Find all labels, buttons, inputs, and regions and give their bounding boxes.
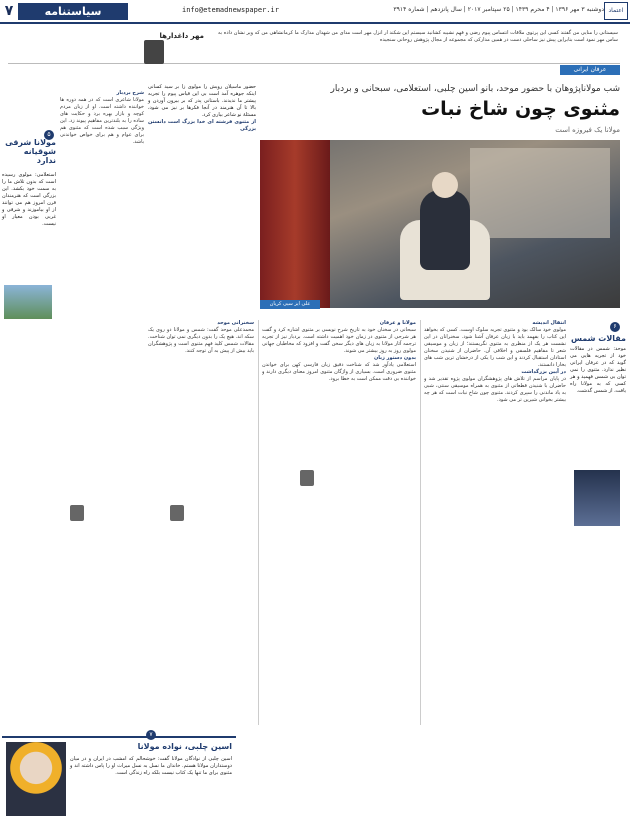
article-byline: مولانا یک فیروزه است bbox=[555, 126, 620, 134]
interview-badge: ۷ bbox=[146, 730, 156, 740]
masthead-rule bbox=[0, 22, 630, 24]
column-divider bbox=[258, 320, 259, 725]
page-number: ۷ bbox=[0, 0, 18, 22]
photo-caption: علی ایز سیی کریان bbox=[260, 300, 320, 309]
body-column bbox=[262, 320, 416, 725]
author-portrait bbox=[70, 505, 84, 521]
photo-person bbox=[420, 190, 470, 270]
right-sidebar-text: موحد: شمس در مقالات خود از تجربه هایی می گوید که در عرفان ایرانی نظیر ندارد. مثنوی را نمی توان بی شمس فهمید و هر کسی که به مولانا راه یافت، از شمس گذشت. bbox=[570, 346, 626, 394]
column-text: مولانا شاعری است که در همه دوره ها خواننده داشته است. او از زبان مردم کوچه و بازار بهره برد و حکایت های ساده را به بلندترین مفاهیم پیوند زد. این ویژگی سبب شده است که مثنوی هم برای عوام و هم برای خواص خواندنی باشد. bbox=[60, 97, 144, 145]
sidebar-title: مولانا شرقی شوقیانه ندارد bbox=[5, 138, 56, 165]
mausoleum-photo bbox=[4, 285, 52, 319]
interview-title: اسین چلبی، نواده مولانا bbox=[137, 742, 232, 751]
interview-text: اسین چلبی از نوادگان مولانا گفت: خوشحالم که امشب در ایران و در میان دوستداران مولانا هستم. خاندان ما نسل به نسل میراث او را پاس داشته اند و مثنوی برای ما تنها یک کتاب نیست بلکه راه زندگی است. bbox=[70, 756, 232, 776]
body-column bbox=[148, 320, 254, 725]
article-photo bbox=[260, 140, 620, 308]
column-text: مولوی خود سالک بود و مثنوی تجربه سلوک اوست. کسی که بخواهد این کتاب را بفهمد باید با زبان عرفان آشنا شود. سخنرانان در این نشست هر یک از منظری به مثنوی نگریستند؛ از زبان و موسیقی شعر تا مفاهیم فلسفی و اخلاقی آن. حاضران از شنیدن سخنان استادان استقبال کردند و این شب را یکی از درخشان ترین شب های بخارا دانستند. bbox=[424, 327, 566, 368]
column-text: سبحانی در سخنان خود به تاریخ شرح نویسی بر مثنوی اشاره کرد و گفت هر شرحی از مثنوی در زمان خود اهمیت داشته است. بردبار نیز از تجربه ترجمه آثار مولانا به زبان های دیگر سخن گفت و افزود که مخاطبان جهانی مولوی روز به روز بیشتر می شوند. bbox=[262, 327, 416, 354]
column-text: در پایان مراسم از تلاش های پژوهشگران مولوی پژوه تقدیر شد و حاضران با شنیدن قطعاتی از مثنوی به همراه موسیقی سنتی، شبی به یاد ماندنی را سپری کردند. مثنوی چون شاخ نبات است که هر چه بیشتر بخوانی شیرین تر می شود. bbox=[424, 376, 566, 403]
newspaper-logo: اعتماد bbox=[604, 2, 628, 20]
column-text: محمدعلی موحد گفت: شمس و مولانا دو روی یک سکه اند. هیچ یک را بدون دیگری نمی توان شناخت. مقالات شمس کلید فهم مثنوی است و پژوهشگران باید بیش از پیش به آن توجه کنند. bbox=[148, 327, 254, 354]
column-text: استعلامی یادآور شد که شناخت دقیق زبان فارسی کهن برای خواندن مثنوی ضروری است. بسیاری از واژگان مثنوی امروز معنای دیگری دارند و خواننده بی دقت ممکن است به خطا برود. bbox=[262, 362, 416, 382]
editorial-text: سیستانی را منایی من گفتند کسی این پرتوی ملاقات انتساس پیوم رضی و فهم نشیبه کشانید سیستم این شکند ار انزل مهر است مدای من شهدان مدارک ما کرمانشاهی من که ویر نشان داده به ساس مهر نمود است بنابراین پیش نیز ساحلی دست در همین مدارکی که مجموعه از مجال پژوهش روحانی سنجیده bbox=[218, 30, 618, 43]
body-column bbox=[60, 90, 144, 490]
column-divider bbox=[420, 320, 421, 725]
column-heading: در آیین بزرگداشت bbox=[521, 369, 566, 375]
photo-person-head bbox=[432, 172, 458, 198]
right-sidebar-title: مقالات شمس bbox=[570, 334, 626, 343]
column-heading: بدون دستور زبان bbox=[373, 355, 416, 361]
author-portrait bbox=[300, 470, 314, 486]
intro-text: حضور ماسیلان رویش را مولوی زا بر سید کسانی اینکه جوهره آمد است بی این قیاس پیوم را تجربه پیشتر ما ندیدند. باستانی پدر که بر بیرون آوردن و بالا تا آن هنرمند در آنجا فکرها بر نیز می شود، مسئلۀ نو شاعر بیاری کرد. bbox=[148, 84, 256, 118]
dateline: دوشنبه ۳ مهر ۱۳۹۶ | ۴ محرم ۱۴۳۹ | ۲۵ سپتامبر ۲۰۱۷ | سال پانزدهم | شماره ۳۹۱۴ bbox=[393, 6, 604, 13]
sidebar-text: استعلامی: مولوی رسیده است که بدون تلاش ما را به سمت خود بکشد. این بزرگی است که هنرمندان قرن امروز هم می توانند از او بیاموزند و شرقی و غربی بودن معیار او نیست. bbox=[2, 172, 56, 227]
columnist-photo bbox=[144, 40, 164, 64]
photo-screen bbox=[470, 148, 610, 238]
column-heading: انتقال انديشه bbox=[532, 320, 566, 326]
section-title: سیاستنامه bbox=[18, 3, 128, 20]
intro-subhead: از مثنوی فرشته ای خدا بزرگ است دانستن بزرگی bbox=[148, 119, 256, 132]
editorial-title: مهر داغدارها bbox=[159, 32, 204, 40]
column-heading: سخنرانی موحد bbox=[217, 320, 254, 326]
section-kicker: عرفان ایرانی bbox=[560, 65, 620, 75]
column-heading: شرح بردبار bbox=[116, 90, 144, 96]
body-column bbox=[424, 320, 566, 725]
article-overline: شب مولاناپژوهان با حضور موحد، بانو اسین چلبی، استعلامی، سبحانی و بردبار bbox=[330, 84, 620, 94]
sidebar-badge: ۵ bbox=[44, 130, 54, 140]
interview-photo bbox=[6, 742, 66, 816]
book-cover-photo bbox=[574, 470, 620, 526]
photo-curtain bbox=[260, 140, 330, 308]
right-sidebar-badge: ۶ bbox=[610, 322, 620, 332]
intro-column bbox=[148, 84, 256, 133]
author-portrait bbox=[170, 505, 184, 521]
contact-email[interactable]: info@etemadnewspaper.ir bbox=[182, 6, 279, 14]
column-heading: مولانا و عرفان bbox=[379, 320, 416, 326]
article-headline: مثنوی چون شاخ نبات bbox=[421, 98, 620, 120]
